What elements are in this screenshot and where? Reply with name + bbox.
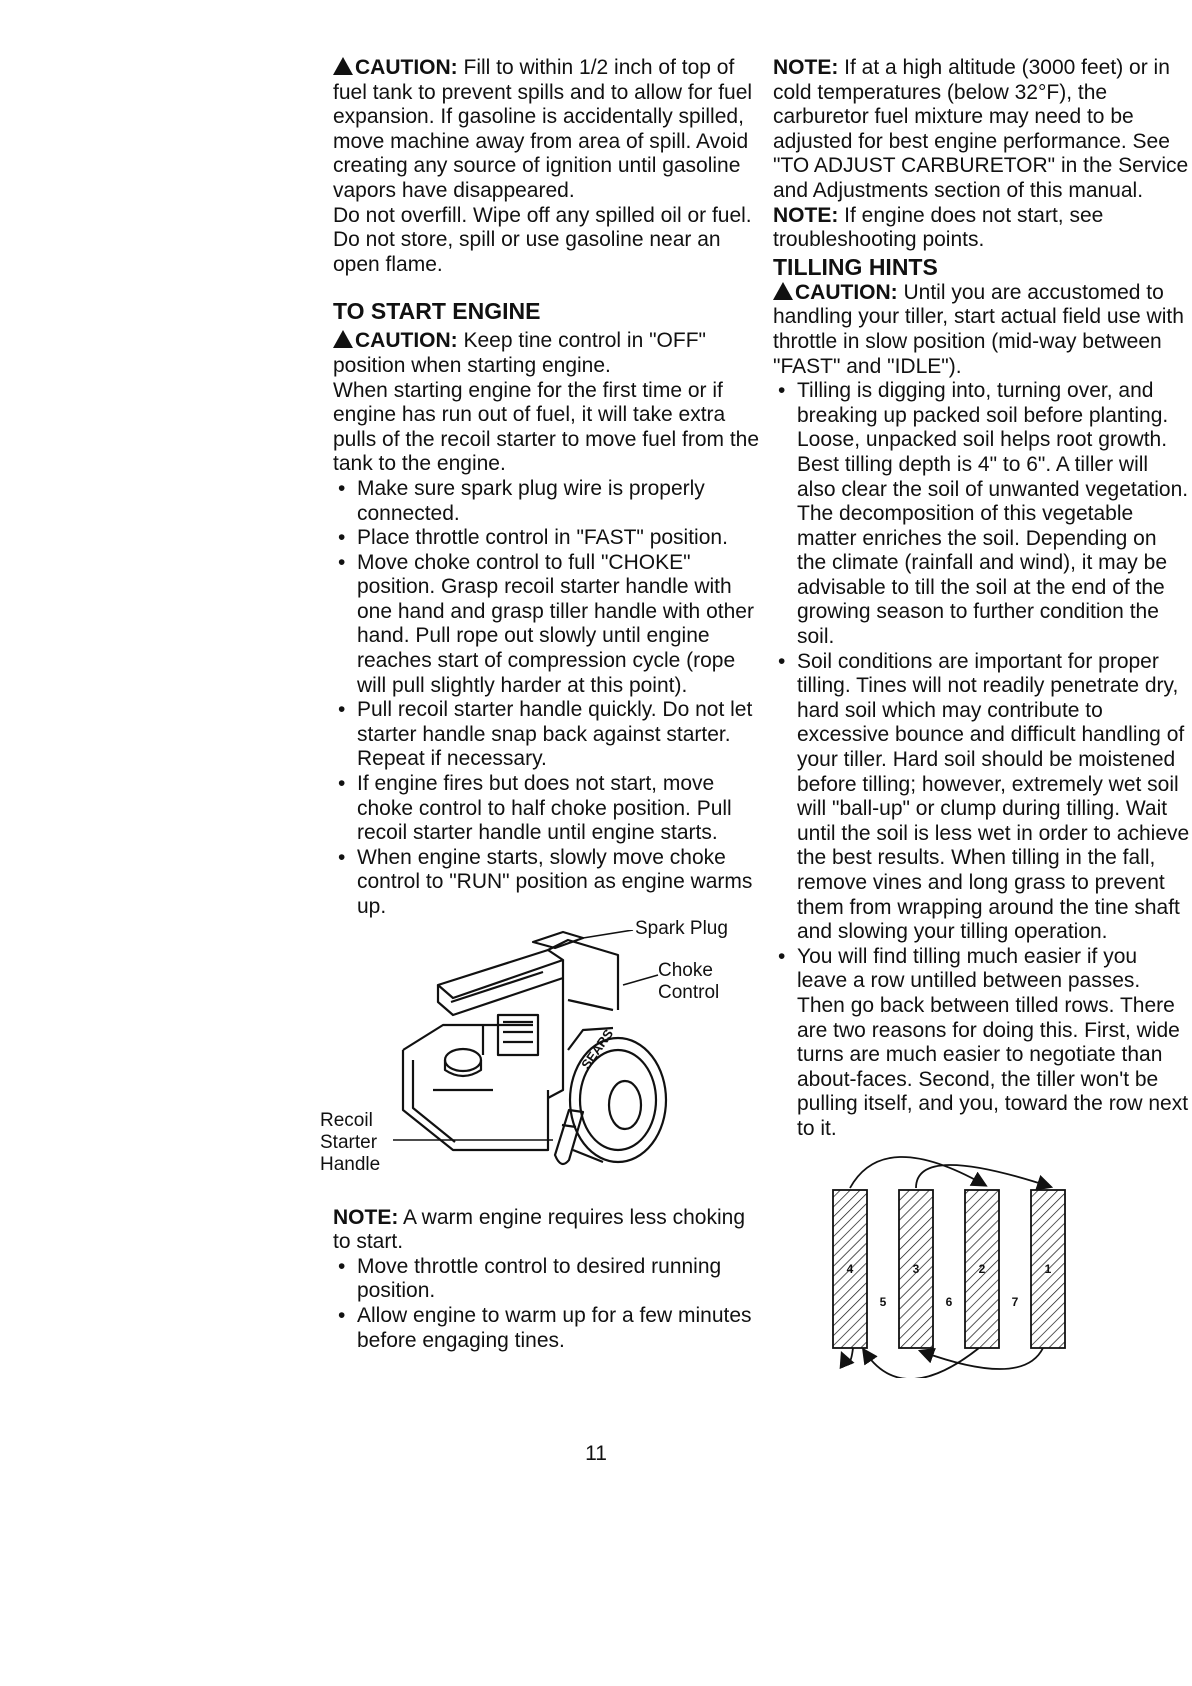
- caution-label: CAUTION:: [795, 280, 898, 304]
- left-column: [320, 56, 768, 1353]
- overfill-paragraph: Do not overfill. Wipe off any spilled oil or fuel. Do not store, spill or use gasoline near an open flame.: [333, 203, 752, 276]
- warning-triangle-icon: [773, 282, 793, 300]
- tilled-row-label: 4: [846, 1261, 854, 1276]
- start-steps-list: [333, 477, 768, 920]
- warning-triangle-icon: [333, 57, 353, 75]
- list-item: • Pull recoil starter handle quickly. Do not let starter handle snap back against starter. Repeat if necessary.: [333, 698, 768, 772]
- right-column: [773, 56, 1191, 1378]
- caution-fuel: [333, 56, 768, 204]
- tilled-row-label: 3: [912, 1261, 920, 1276]
- list-item: • Move choke control to full "CHOKE" position. Grasp recoil starter handle with one hand and grasp tiller handle with other hand. Pull rope out slowly until engine reaches start of compression cycle (rope will pull slightly harder at this point).: [333, 551, 768, 699]
- untilled-row-label: 6: [945, 1294, 953, 1309]
- warning-triangle-icon: [333, 330, 353, 348]
- note-label: NOTE:: [773, 56, 839, 79]
- first-time-paragraph: When starting engine for the first time or if engine has run out of fuel, it will take extra pulls of the recoil starter to move fuel from the tank to the engine.: [333, 378, 760, 476]
- turn-arrow: [843, 1348, 853, 1363]
- note-text: If engine does not start, see troubleshooting points.: [773, 203, 1104, 252]
- list-item: • Make sure spark plug wire is properly connected.: [333, 477, 768, 526]
- recoil-label-line2: Starter: [320, 1131, 378, 1153]
- tilling-hints-list: [773, 379, 1191, 1141]
- note-warm-engine: [333, 1206, 768, 1255]
- note-text: If at a high altitude (3000 feet) or in cold temperatures (below 32°F), the carburetor fuel mixture may need to be adjusted for best engine performance. See "TO ADJUST CARBURETOR" in the Service and Adjustments section of this manual.: [773, 56, 1189, 202]
- caution-accustomed: [773, 281, 1191, 379]
- choke-label-line2: Control: [658, 981, 720, 1003]
- tilling-pattern-diagram: [773, 1148, 1173, 1378]
- start-engine-heading: TO START ENGINE: [333, 298, 541, 325]
- turn-arrow: [923, 1348, 1043, 1369]
- untilled-row-label: 5: [879, 1294, 887, 1309]
- tilled-row-label: 1: [1044, 1261, 1052, 1276]
- page-number: 11: [585, 1442, 607, 1465]
- caution-tine: [333, 329, 768, 378]
- untilled-row-label: 7: [1011, 1294, 1019, 1309]
- caution-text: Until you are accustomed to handling your tiller, start actual field use with throttle in slow position (mid-way between "FAST" and "IDLE").: [773, 280, 1184, 378]
- note-text: A warm engine requires less choking to start.: [333, 1205, 746, 1254]
- list-item: • You will find tilling much easier if you leave a row untilled between passes. Then go back between tilled rows. There are two reasons for doing this. First, wide turns are much easier to negotiate than about-faces. Second, the tiller won't be pulling itself, and you, toward the row next to it.: [773, 945, 1191, 1142]
- list-item: • When engine starts, slowly move choke control to "RUN" position as engine warms up.: [333, 846, 768, 920]
- list-item: • Move throttle control to desired running position.: [333, 1255, 768, 1304]
- note-troubleshoot: [773, 204, 1191, 253]
- note-label: NOTE:: [333, 1205, 399, 1229]
- list-item: • Soil conditions are important for proper tilling. Tines will not readily penetrate dry, hard soil which may contribute to excessive bounce and difficult handling of your tiller. Hard soil should be moistened before tilling; however, extremely wet soil will "ball-up" or clump during tilling. Wait until the soil is less wet in order to achieve the best results. When tilling in the fall, remove vines and long grass to prevent them from wrapping around the tine shaft and slowing your tilling operation.: [773, 650, 1191, 945]
- turn-arrow: [916, 1165, 1048, 1188]
- list-item: • Place throttle control in "FAST" position.: [333, 526, 768, 551]
- caution-label: CAUTION:: [355, 56, 458, 79]
- tilled-row-label: 2: [978, 1261, 986, 1276]
- tilling-hints-heading: TILLING HINTS: [773, 253, 938, 280]
- brand-label: SEARS: [578, 1026, 617, 1072]
- engine-figure: [320, 917, 768, 1200]
- choke-control-label: [658, 960, 719, 1004]
- caution-text: Fill to within 1/2 inch of top of fuel tank to prevent spills and to allow for fuel expansion. If gasoline is accidentally spilled, move machine away from area of spill. Avoid creating any source of ignition until gasoline vapors have disappeared.: [333, 56, 753, 202]
- note-altitude: [773, 56, 1191, 204]
- recoil-label-line1: Recoil: [320, 1109, 373, 1131]
- list-item: • If engine fires but does not start, move choke control to half choke position. Pull recoil starter handle until engine starts.: [333, 772, 768, 846]
- recoil-label-line3: Handle: [320, 1153, 381, 1175]
- list-item: • Tilling is digging into, turning over, and breaking up packed soil before planting. Loose, unpacked soil helps root growth. Best tilling depth is 4" to 6". A tiller will also clear the soil of unwanted vegetation. The decomposition of this vegetable matter enriches the soil. Depending on the climate (rainfall and wind), it may be advisable to till the soil at the end of the growing season to further condition the soil.: [773, 379, 1191, 650]
- list-item: • Allow engine to warm up for a few minutes before engaging tines.: [333, 1304, 768, 1353]
- note-label: NOTE:: [773, 203, 839, 227]
- warm-steps-list: [333, 1255, 768, 1353]
- caution-label: CAUTION:: [355, 329, 458, 353]
- choke-label-line1: Choke: [658, 959, 713, 981]
- recoil-starter-handle-label: [320, 1110, 380, 1176]
- caution-text: Keep tine control in "OFF" position when starting engine.: [333, 329, 707, 377]
- spark-plug-label: Spark Plug: [635, 917, 728, 939]
